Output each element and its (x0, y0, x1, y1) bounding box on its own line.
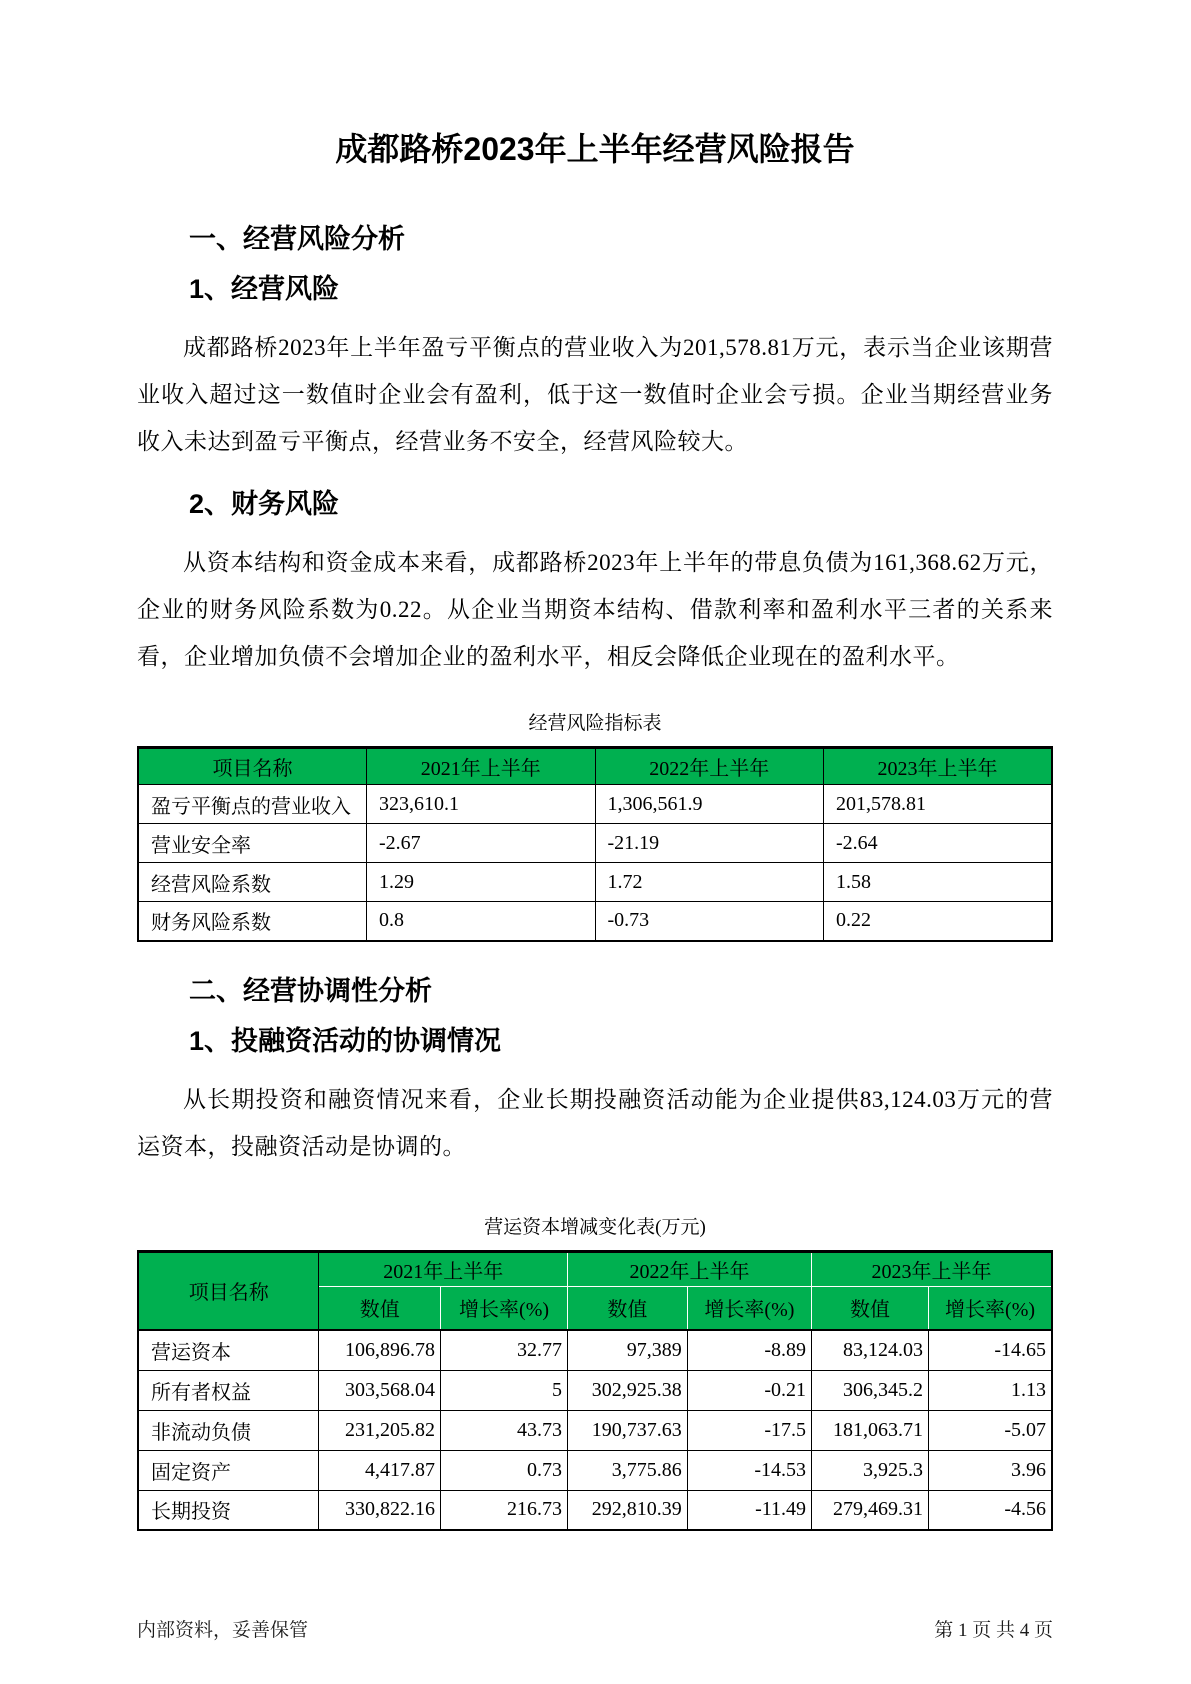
table-cell: 盈亏平衡点的营业收入 (138, 785, 367, 824)
heading-financial-risk: 2、财务风险 (189, 489, 340, 519)
table-cell: -5.07 (929, 1410, 1052, 1450)
paragraph-financial-risk: 从资本结构和资金成本来看，成都路桥2023年上半年的带息负债为161,368.62万元，企业的财务风险系数为0.22。从企业当期资本结构、借款利率和盈利水平三者的关系来看，企业增加负债不会增加企业的盈利水平，相反会降低企业现在的盈利水平。 (137, 550, 1053, 669)
table-header-cell: 2021年上半年 (367, 748, 596, 785)
table-header-cell: 增长率(%) (929, 1286, 1052, 1330)
table-cell: 财务风险系数 (138, 902, 367, 941)
table-cell: 营运资本 (138, 1330, 319, 1370)
table-cell: 1.13 (929, 1370, 1052, 1410)
table-header-cell: 2022年上半年 (568, 1251, 812, 1286)
table-cell: -14.53 (687, 1450, 811, 1490)
table-cell: 1.72 (595, 863, 824, 902)
table-row (138, 1450, 1052, 1490)
table-cell: 190,737.63 (568, 1410, 688, 1450)
working-capital-table (137, 1250, 1053, 1532)
table-cell: 83,124.03 (812, 1330, 929, 1370)
table-cell: 3,925.3 (812, 1450, 929, 1490)
table-cell: 4,417.87 (319, 1450, 441, 1490)
table-header-cell: 增长率(%) (687, 1286, 811, 1330)
table-cell: -4.56 (929, 1490, 1052, 1530)
table-cell: -2.67 (367, 824, 596, 863)
table-header-cell: 2023年上半年 (812, 1251, 1052, 1286)
table-cell: 201,578.81 (824, 785, 1053, 824)
table-cell: -11.49 (687, 1490, 811, 1530)
heading-operating-risk: 1、经营风险 (189, 274, 340, 304)
table-header-cell: 2022年上半年 (595, 748, 824, 785)
table-cell: 323,610.1 (367, 785, 596, 824)
risk-indicator-table (137, 746, 1053, 942)
table-header-cell: 数值 (568, 1286, 688, 1330)
table-header-cell: 数值 (319, 1286, 441, 1330)
table-cell: 32.77 (441, 1330, 568, 1370)
table-row (138, 1490, 1052, 1530)
table-row (138, 1330, 1052, 1370)
table-cell: 303,568.04 (319, 1370, 441, 1410)
table-cell: 0.8 (367, 902, 596, 941)
table-header-cell: 增长率(%) (441, 1286, 568, 1330)
table-header-cell: 2023年上半年 (824, 748, 1053, 785)
table-cell: 306,345.2 (812, 1370, 929, 1410)
risk-indicator-table-caption: 经营风险指标表 (528, 713, 662, 734)
table-cell: 长期投资 (138, 1490, 319, 1530)
table-row (138, 1370, 1052, 1410)
table-row (138, 902, 1052, 941)
table-cell: 营业安全率 (138, 824, 367, 863)
table-header-year-row (138, 1251, 1052, 1286)
table-cell: -0.21 (687, 1370, 811, 1410)
table-cell: 0.22 (824, 902, 1053, 941)
table-cell: 1,306,561.9 (595, 785, 824, 824)
paragraph-investment-coordination: 从长期投资和融资情况来看，企业长期投融资活动能为企业提供83,124.03万元的营运资本，投融资活动是协调的。 (137, 1086, 1053, 1159)
table-header-cell: 项目名称 (138, 1251, 319, 1330)
table-cell: 292,810.39 (568, 1490, 688, 1530)
table-header-cell: 2021年上半年 (319, 1251, 568, 1286)
table-cell: 216.73 (441, 1490, 568, 1530)
page-footer (137, 1615, 1053, 1642)
table-cell: 所有者权益 (138, 1370, 319, 1410)
document-content (137, 0, 1053, 1531)
table-header-cell: 项目名称 (138, 748, 367, 785)
table-cell: -14.65 (929, 1330, 1052, 1370)
table-cell: -8.89 (687, 1330, 811, 1370)
table-cell: 106,896.78 (319, 1330, 441, 1370)
heading-investment-coordination: 1、投融资活动的协调情况 (189, 1025, 502, 1056)
table-row (138, 863, 1052, 902)
table-header-row (138, 748, 1052, 785)
table-cell: 经营风险系数 (138, 863, 367, 902)
table-row (138, 785, 1052, 824)
table-cell: -2.64 (824, 824, 1053, 863)
table-cell: 231,205.82 (319, 1410, 441, 1450)
heading-section-1: 一、经营风险分析 (189, 224, 405, 254)
table-cell: 43.73 (441, 1410, 568, 1450)
heading-section-2: 二、经营协调性分析 (189, 975, 432, 1006)
paragraph-operating-risk: 成都路桥2023年上半年盈亏平衡点的营业收入为201,578.81万元，表示当企业该期营业收入超过这一数值时企业会有盈利，低于这一数值时企业会亏损。企业当期经营业务收入未达到盈亏平衡点，经营业务不安全，经营风险较大。 (137, 335, 1053, 454)
page-title: 成都路桥2023年上半年经营风险报告 (335, 131, 855, 167)
table-row (138, 1410, 1052, 1450)
table-cell: 非流动负债 (138, 1410, 319, 1450)
table-cell: 181,063.71 (812, 1410, 929, 1450)
table-cell: 1.58 (824, 863, 1053, 902)
table-cell: 0.73 (441, 1450, 568, 1490)
footer-confidential-note: 内部资料，妥善保管 (137, 1620, 309, 1641)
working-capital-table-caption: 营运资本增减变化表(万元) (484, 1216, 706, 1238)
table-cell: 3,775.86 (568, 1450, 688, 1490)
table-cell: 302,925.38 (568, 1370, 688, 1410)
table-cell: 5 (441, 1370, 568, 1410)
table-cell: -21.19 (595, 824, 824, 863)
table-cell: -17.5 (687, 1410, 811, 1450)
table-cell: 330,822.16 (319, 1490, 441, 1530)
table-header-cell: 数值 (812, 1286, 929, 1330)
footer-page-number: 第 1 页 共 4 页 (934, 1620, 1053, 1641)
table-cell: 97,389 (568, 1330, 688, 1370)
table-cell: 3.96 (929, 1450, 1052, 1490)
table-cell: -0.73 (595, 902, 824, 941)
table-cell: 固定资产 (138, 1450, 319, 1490)
table-row (138, 824, 1052, 863)
table-cell: 1.29 (367, 863, 596, 902)
table-cell: 279,469.31 (812, 1490, 929, 1530)
